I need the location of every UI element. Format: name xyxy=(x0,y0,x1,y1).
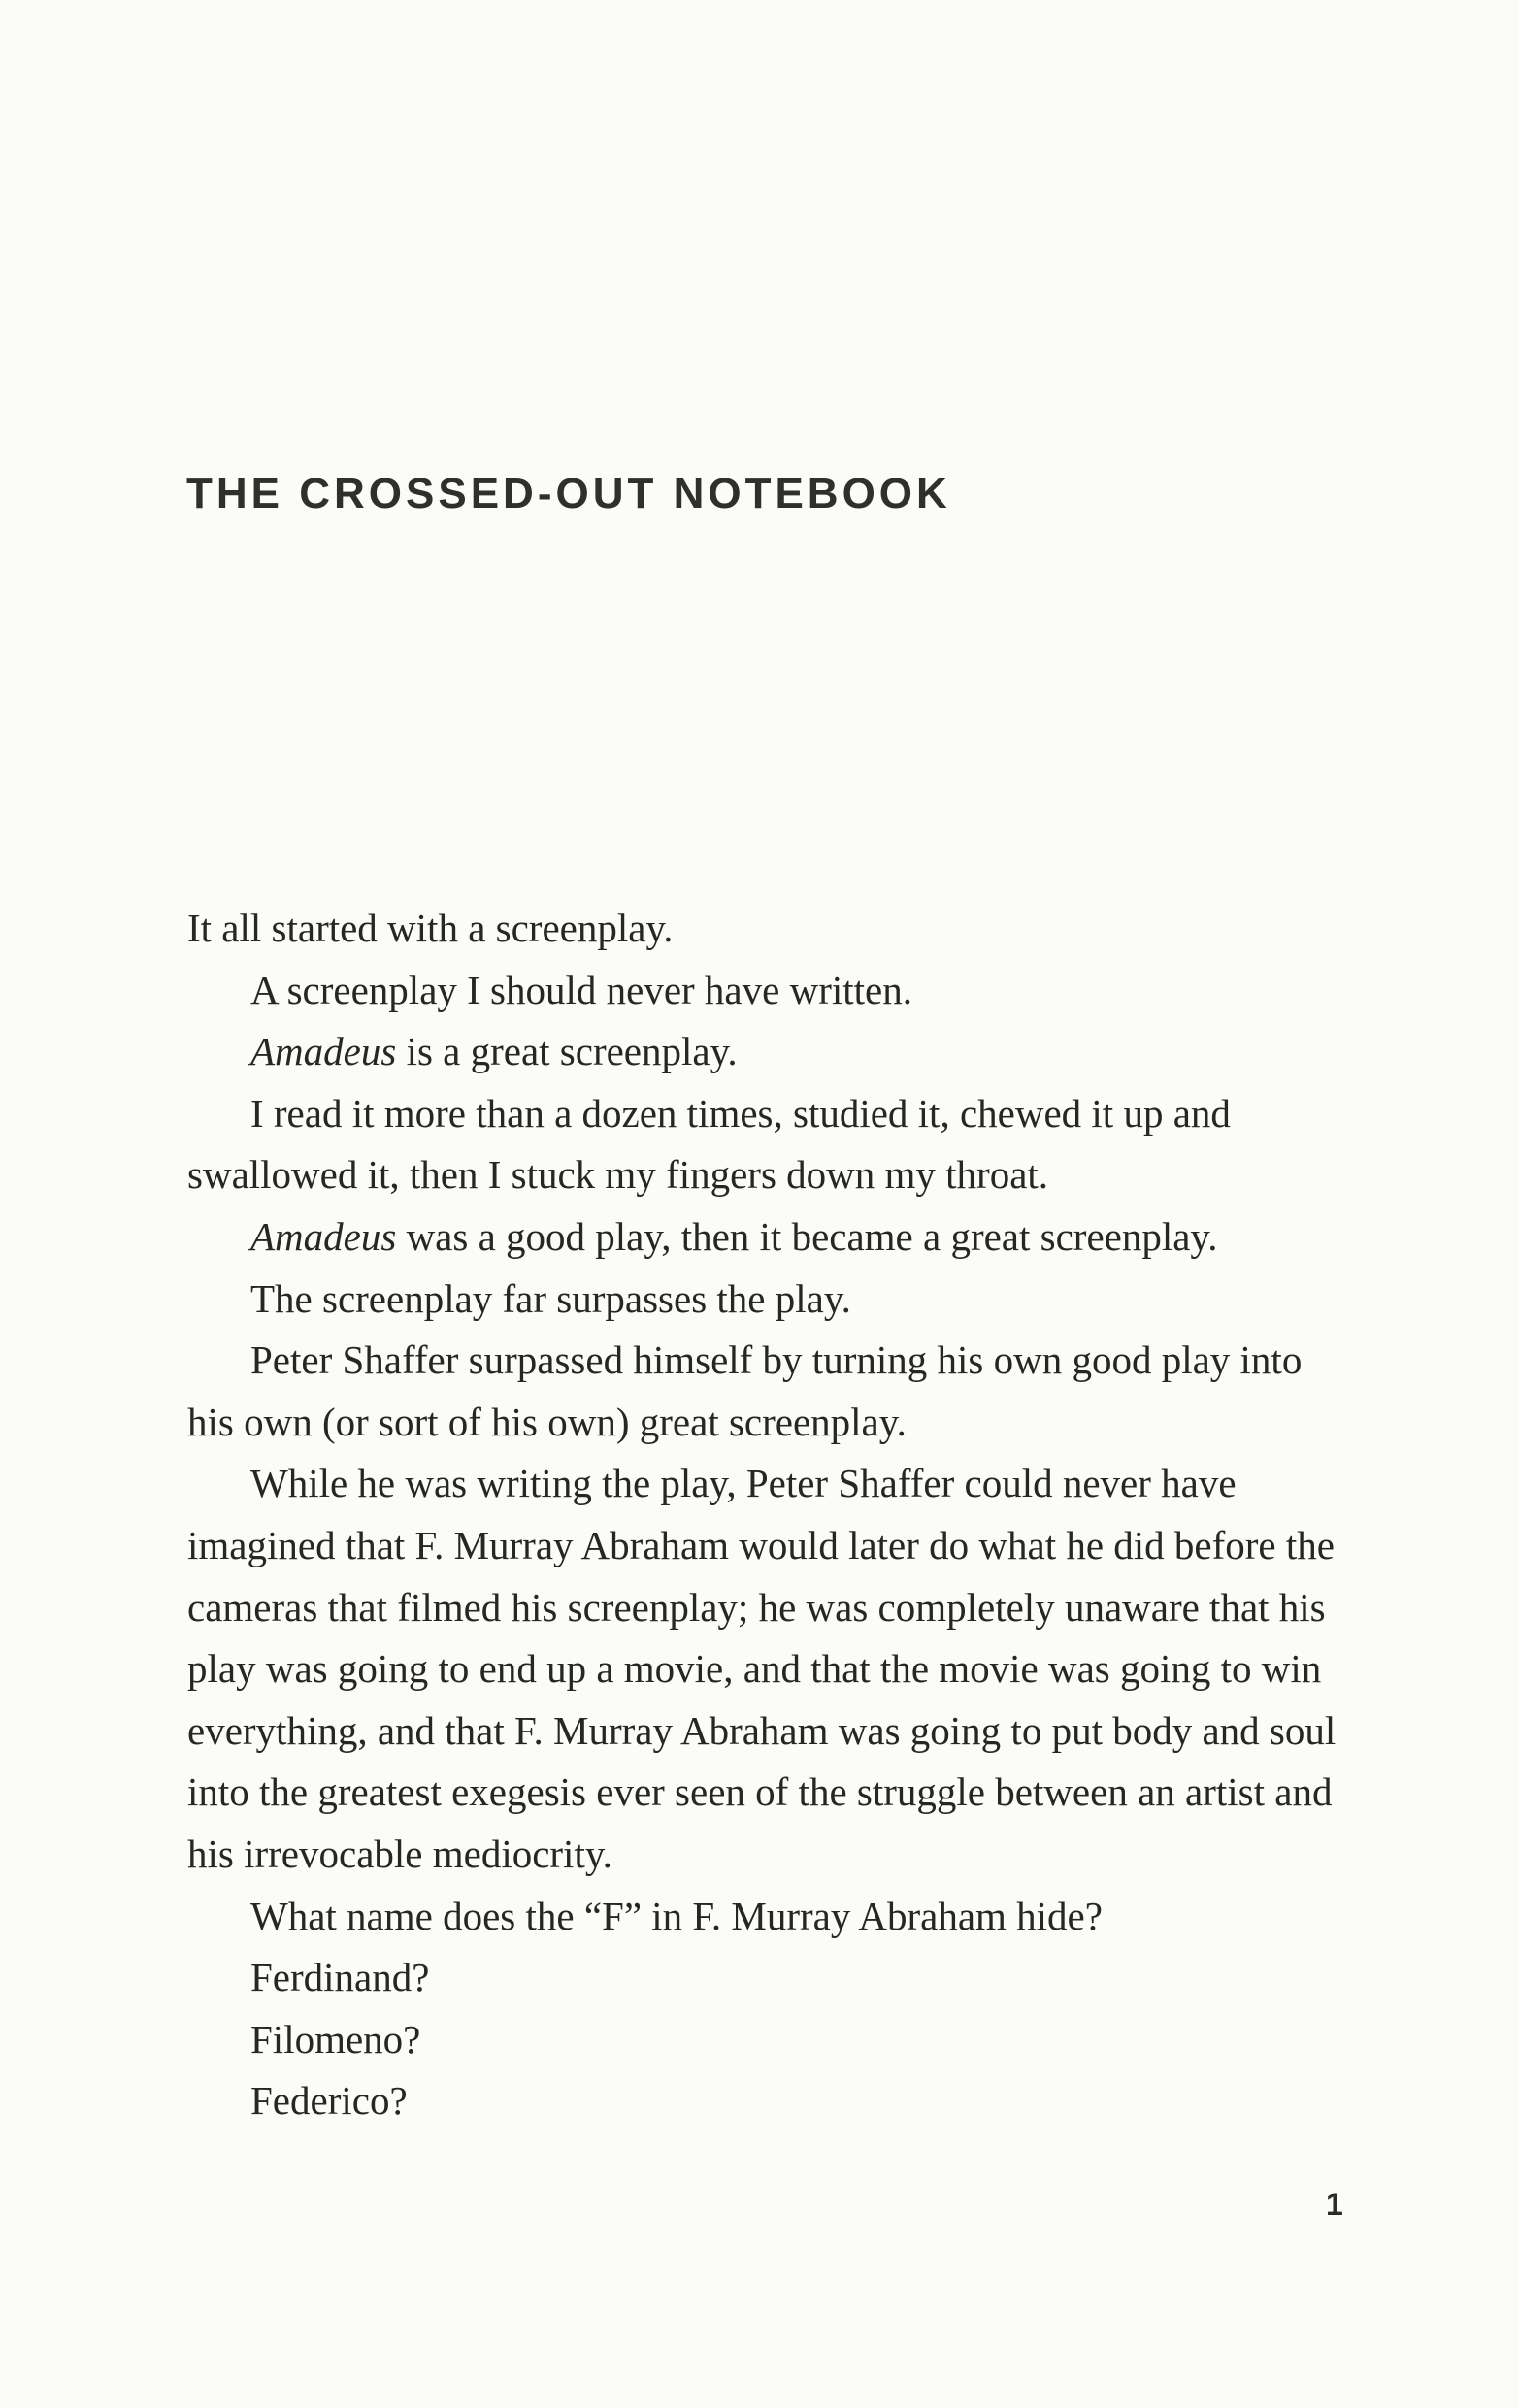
italic-title: Amadeus xyxy=(250,1213,397,1259)
paragraph: What name does the “F” in F. Murray Abraham hide? xyxy=(250,1893,1103,1938)
chapter-title: THE CROSSED-OUT NOTEBOOK xyxy=(186,470,951,517)
paragraph: The screenplay far surpasses the play. xyxy=(250,1275,851,1321)
paragraph: Peter Shaffer surpassed himself by turning his own good play into his own (or sort of his own) great screenplay. xyxy=(187,1337,1303,1444)
paragraph: It all started with a screenplay. xyxy=(187,906,674,950)
paragraph: Filomeno? xyxy=(250,2016,421,2062)
paragraph: While he was writing the play, Peter Shaffer could never have imagined that F. Murray Abraham would later do what he did before the cameras that filmed his screenplay; he was completely unaware that his play was going to end up a movie, and that the movie was going to win everything, and that F. Murray Abraham was going to put body and soul into the greatest exegesis ever seen of the struggle between an artist and his irrevocable mediocrity. xyxy=(187,1461,1337,1876)
chapter-body xyxy=(187,898,1347,2132)
paragraph: Federico? xyxy=(250,2078,408,2124)
paragraph: Ferdinand? xyxy=(250,1955,430,2000)
paragraph: A screenplay I should never have written. xyxy=(250,967,912,1012)
page-number: 1 xyxy=(1326,2187,1343,2222)
paragraph xyxy=(187,1206,1347,1269)
paragraph-text: is a great screenplay. xyxy=(396,1029,738,1074)
italic-title: Amadeus xyxy=(250,1029,397,1074)
paragraph: I read it more than a dozen times, studied it, chewed it up and swallowed it, then I stuck my fingers down my throat. xyxy=(187,1090,1231,1198)
paragraph xyxy=(187,1021,1347,1083)
paragraph-text: was a good play, then it became a great screenplay. xyxy=(396,1213,1218,1259)
